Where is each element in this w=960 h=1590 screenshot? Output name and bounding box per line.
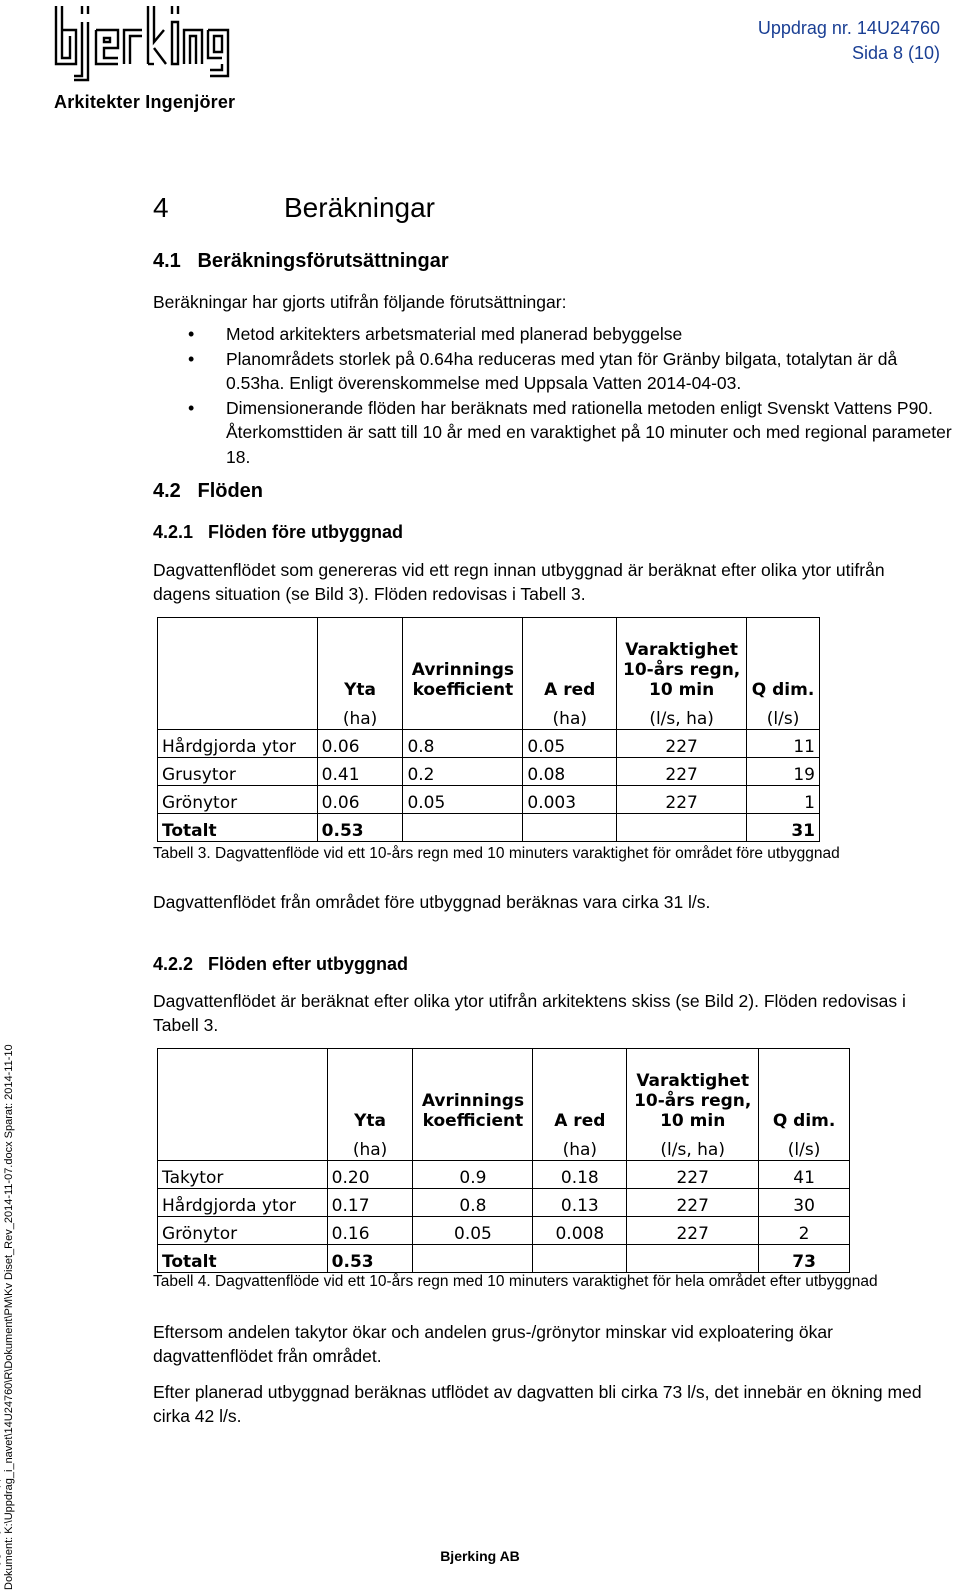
col-header-duration xyxy=(627,1049,759,1133)
cell: 227 xyxy=(617,729,747,757)
subsection-4-1-title: 4.1 Beräkningsförutsättningar xyxy=(153,250,449,272)
metadata-line: Dokument: K:\Uppdrag_i_navet\14U24760\R\Dokument\PM\Kv Diset_Rev_2014-11-07.docx Sparat: 2014-11-10 xyxy=(3,1044,15,1590)
intro-text: Beräkningar har gjorts utifrån följande förutsättningar: xyxy=(153,292,567,312)
cell: 0.9 xyxy=(413,1160,533,1188)
page-number: Sida 8 (10) xyxy=(851,43,940,63)
cell: 1 xyxy=(747,785,820,813)
cell xyxy=(403,813,523,841)
header-line: koefficient xyxy=(412,679,514,700)
row-label: Hårdgjorda ytor xyxy=(158,1188,328,1216)
paragraph: Efter planerad utbyggnad beräknas utflödet av dagvatten bli cirka 73 l/s, det innebär en ökning med cirka 42 l/s. xyxy=(153,1382,922,1426)
logo-subtitle: Arkitekter Ingenjörer xyxy=(54,92,236,112)
cell: 227 xyxy=(627,1188,759,1216)
header-line: Varaktighet xyxy=(636,1070,750,1091)
cell: 19 xyxy=(747,757,820,785)
table-row xyxy=(158,1216,850,1244)
document-metadata xyxy=(0,1044,16,1590)
row-label: Totalt xyxy=(158,1244,328,1272)
flow-table-before xyxy=(157,617,820,842)
col-header-q: Q dim. xyxy=(759,1049,850,1133)
row-label: Hårdgjorda ytor xyxy=(158,729,318,757)
section-number: 4 xyxy=(153,192,169,223)
table-caption: Tabell 3. Dagvattenflöde vid ett 10-års regn med 10 minuters varaktighet för området före utbyggnad xyxy=(153,845,840,862)
table-total-row xyxy=(158,813,820,841)
assignment-number: Uppdrag nr. 14U24760 xyxy=(757,18,940,38)
cell xyxy=(533,1244,627,1272)
cell: 0.53 xyxy=(317,813,403,841)
row-label: Grönytor xyxy=(158,785,318,813)
table-row xyxy=(158,757,820,785)
header-line: Avrinnings xyxy=(421,1090,525,1111)
flow-table-after xyxy=(157,1048,850,1273)
cell: 0.06 xyxy=(317,785,403,813)
cell xyxy=(627,1244,759,1272)
unit-cell: (ha) xyxy=(523,702,617,730)
cell: 31 xyxy=(747,813,820,841)
col-header-yta: Yta xyxy=(317,618,403,702)
unit-cell: (l/s, ha) xyxy=(627,1133,759,1161)
unit-cell: (l/s) xyxy=(759,1133,850,1161)
bjerking-logo-icon xyxy=(52,4,232,82)
cell: 0.16 xyxy=(327,1216,413,1244)
cell: 0.20 xyxy=(327,1160,413,1188)
header-line: Varaktighet xyxy=(625,639,738,660)
header-line: 10 min xyxy=(660,1110,726,1131)
cell: 30 xyxy=(759,1188,850,1216)
cell xyxy=(617,813,747,841)
row-label: Takytor xyxy=(158,1160,328,1188)
cell: 0.17 xyxy=(327,1188,413,1216)
unit-cell xyxy=(413,1133,533,1161)
col-header-coef xyxy=(413,1049,533,1133)
header-line: 10-års regn, xyxy=(623,659,741,680)
cell: 0.05 xyxy=(523,729,617,757)
row-label: Grönytor xyxy=(158,1216,328,1244)
cell: 11 xyxy=(747,729,820,757)
cell xyxy=(413,1244,533,1272)
cell: 0.08 xyxy=(523,757,617,785)
cell: 227 xyxy=(617,757,747,785)
col-header-ared: A red xyxy=(523,618,617,702)
table-row xyxy=(158,785,820,813)
cell: 0.05 xyxy=(413,1216,533,1244)
paragraph: Dagvattenflödet som genereras vid ett regn innan utbyggnad är beräknat efter olika ytor utifrån dagens situation (se Bild 3). Flöden redovisas i Tabell 3. xyxy=(153,560,885,604)
unit-cell: (ha) xyxy=(533,1133,627,1161)
row-label: Grusytor xyxy=(158,757,318,785)
cell: 227 xyxy=(617,785,747,813)
unit-cell: (ha) xyxy=(317,702,403,730)
unit-cell: (l/s, ha) xyxy=(617,702,747,730)
table-total-row xyxy=(158,1244,850,1272)
header-line: 10 min xyxy=(649,679,715,700)
paragraph: Dagvattenflödet är beräknat efter olika ytor utifrån arkitektens skiss (se Bild 2). Flöden redovisas i Tabell 3. xyxy=(153,991,906,1035)
table-row xyxy=(158,729,820,757)
cell xyxy=(523,813,617,841)
table-caption: Tabell 4. Dagvattenflöde vid ett 10-års regn med 10 minuters varaktighet för hela området efter utbyggnad xyxy=(153,1273,878,1290)
col-header-coef xyxy=(403,618,523,702)
header-line: koefficient xyxy=(422,1110,524,1131)
header-line: Avrinnings xyxy=(411,659,515,680)
table-row xyxy=(158,1160,850,1188)
col-header-q: Q dim. xyxy=(747,618,820,702)
paragraph: Dagvattenflödet från området före utbyggnad beräknas vara cirka 31 l/s. xyxy=(153,892,711,912)
cell: 0.18 xyxy=(533,1160,627,1188)
subsection-4-2-1-title: 4.2.1 Flöden före utbyggnad xyxy=(153,522,404,542)
assumption-list xyxy=(182,322,952,469)
row-label: Totalt xyxy=(158,813,318,841)
cell: 0.8 xyxy=(403,729,523,757)
unit-cell: (ha) xyxy=(327,1133,413,1161)
col-header-ared: A red xyxy=(533,1049,627,1133)
cell: 0.13 xyxy=(533,1188,627,1216)
subsection-4-2-title: 4.2 Flöden xyxy=(153,480,264,502)
unit-cell xyxy=(158,702,318,730)
cell: 227 xyxy=(627,1160,759,1188)
company-logo xyxy=(52,4,242,116)
list-item: • Planområdets storlek på 0.64ha reduceras med ytan för Gränby bilgata, totalytan är då 0.53ha. Enligt överenskommelse med Uppsala Vatten 2014-04-03. xyxy=(182,347,952,396)
cell: 0.53 xyxy=(327,1244,413,1272)
header-line: 10-års regn, xyxy=(634,1090,752,1111)
paragraph: Eftersom andelen takytor ökar och andelen grus-/grönytor minskar vid exploatering ökar dagvattenflödet från området. xyxy=(153,1322,833,1366)
unit-cell xyxy=(403,702,523,730)
unit-cell xyxy=(158,1133,328,1161)
section-title: Beräkningar xyxy=(284,192,435,223)
unit-cell: (l/s) xyxy=(747,702,820,730)
table-row xyxy=(158,1188,850,1216)
cell: 73 xyxy=(759,1244,850,1272)
col-header-yta: Yta xyxy=(327,1049,413,1133)
table-corner-cell xyxy=(158,618,318,702)
cell: 0.2 xyxy=(403,757,523,785)
cell: 0.003 xyxy=(523,785,617,813)
cell: 227 xyxy=(627,1216,759,1244)
cell: 41 xyxy=(759,1160,850,1188)
cell: 0.06 xyxy=(317,729,403,757)
cell: 0.05 xyxy=(403,785,523,813)
list-item: • Metod arkitekters arbetsmaterial med planerad bebyggelse xyxy=(182,322,952,347)
list-item: • Dimensionerande flöden har beräknats med rationella metoden enligt Svenskt Vattens P90. Återkomsttiden är satt till 10 år med en varaktighet på 10 minuter och med regional parameter 18. xyxy=(182,396,952,470)
subsection-4-2-2-title: 4.2.2 Flöden efter utbyggnad xyxy=(153,954,409,974)
table-corner-cell xyxy=(158,1049,328,1133)
col-header-duration xyxy=(617,618,747,702)
footer-company: Bjerking AB xyxy=(440,1548,520,1564)
cell: 0.8 xyxy=(413,1188,533,1216)
cell: 0.008 xyxy=(533,1216,627,1244)
cell: 0.41 xyxy=(317,757,403,785)
cell: 2 xyxy=(759,1216,850,1244)
